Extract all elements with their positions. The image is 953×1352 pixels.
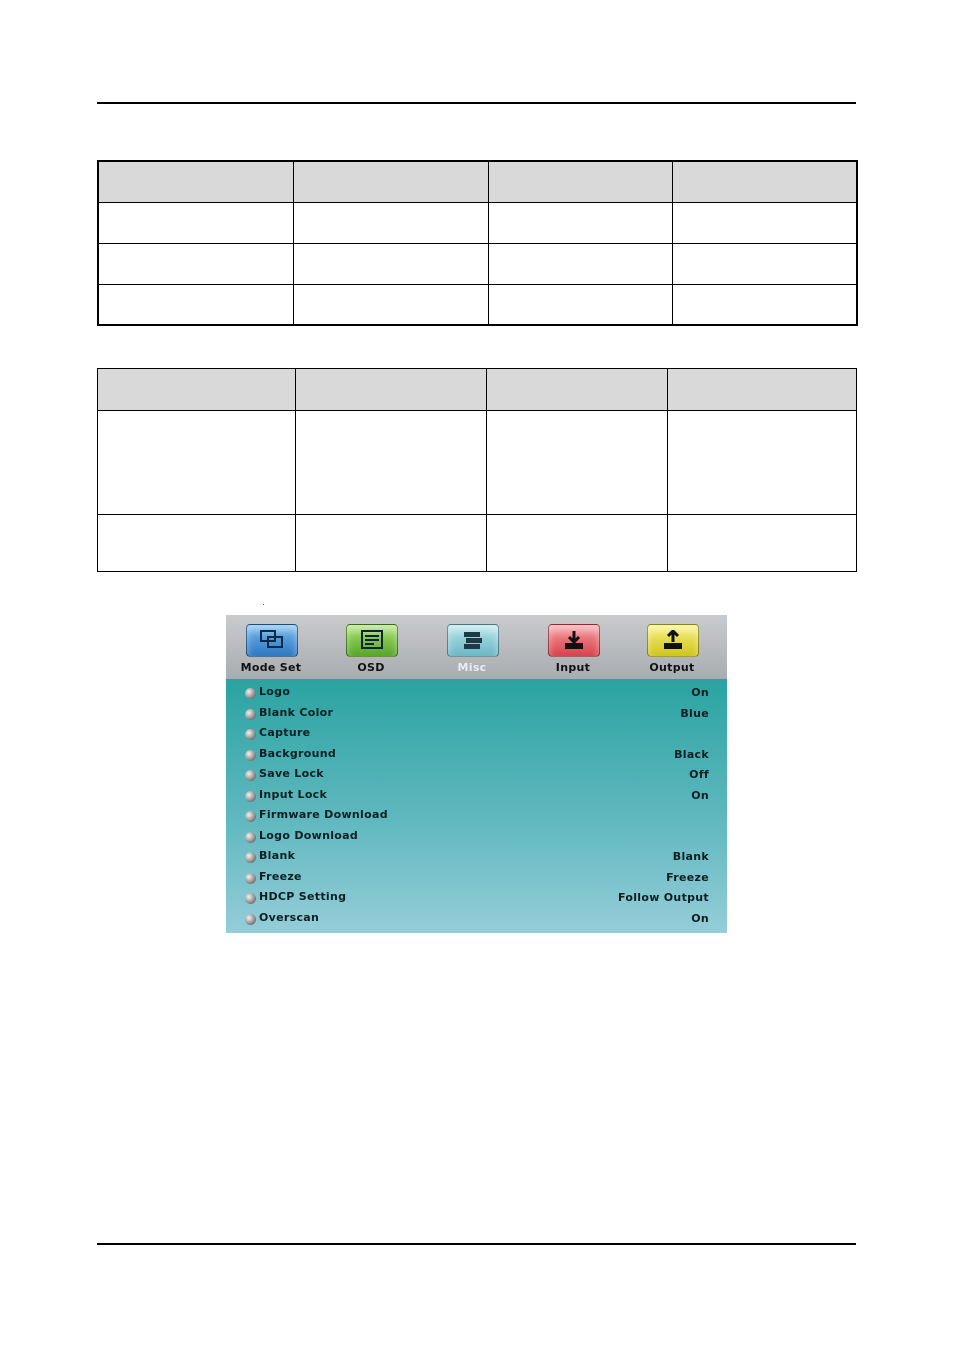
menu-item-overscan[interactable] <box>226 910 727 930</box>
menu-item-value: Freeze <box>666 870 709 884</box>
menu-item-label: Capture <box>259 726 311 739</box>
tab-osd[interactable] <box>326 615 416 679</box>
menu-item-label: HDCP Setting <box>259 890 347 903</box>
menu-item-hdcp-setting[interactable] <box>226 889 727 909</box>
osd-menu <box>226 615 727 933</box>
stray-dot <box>263 604 264 605</box>
bullet-icon <box>245 832 256 843</box>
table-row <box>98 411 857 515</box>
bullet-icon <box>245 688 256 699</box>
menu-item-value: Blank <box>672 850 709 863</box>
input-icon <box>548 624 600 657</box>
table-upper <box>97 160 858 326</box>
menu-item-logo-download[interactable] <box>226 828 727 848</box>
osd-tab-bar <box>226 615 727 679</box>
menu-item-capture[interactable] <box>226 725 727 745</box>
bullet-icon <box>245 791 256 802</box>
menu-item-logo[interactable] <box>226 684 727 704</box>
table-header-row <box>98 369 857 411</box>
menu-item-value: On <box>691 686 709 699</box>
table-row <box>98 284 857 325</box>
bullet-icon <box>245 873 256 884</box>
menu-item-background[interactable] <box>226 746 727 766</box>
menu-item-firmware-download[interactable] <box>226 807 727 827</box>
menu-item-input-lock[interactable] <box>226 787 727 807</box>
bullet-icon <box>245 811 256 822</box>
bullet-icon <box>245 893 256 904</box>
table-row <box>98 202 857 243</box>
table-row <box>98 515 857 572</box>
menu-item-label: Save Lock <box>259 767 324 780</box>
menu-panel <box>226 679 727 933</box>
osd-icon <box>346 624 398 657</box>
bullet-icon <box>245 729 256 740</box>
misc-icon <box>447 624 499 657</box>
table-lower <box>97 368 857 572</box>
menu-item-blank[interactable] <box>226 848 727 868</box>
bullet-icon <box>245 750 256 761</box>
menu-item-value: On <box>691 911 709 925</box>
tab-input[interactable] <box>528 615 618 679</box>
menu-item-save-lock[interactable] <box>226 766 727 786</box>
bullet-icon <box>245 914 256 925</box>
tab-label: OSD <box>357 661 385 674</box>
menu-item-label: Freeze <box>259 869 302 883</box>
tab-mode-set[interactable] <box>226 615 316 679</box>
menu-item-blank-color[interactable] <box>226 705 727 725</box>
output-icon <box>647 624 699 657</box>
menu-item-label: Logo <box>259 685 291 698</box>
bullet-icon <box>245 709 256 720</box>
menu-item-label: Logo Download <box>259 828 359 842</box>
menu-item-label: Overscan <box>259 910 320 924</box>
tab-label: Output <box>649 661 695 674</box>
bullet-icon <box>245 852 256 863</box>
menu-item-value: Follow Output <box>617 891 709 904</box>
header-rule <box>97 102 856 104</box>
table-header-row <box>98 161 857 202</box>
mode-set-icon <box>246 624 298 657</box>
footer-rule <box>97 1243 856 1245</box>
tab-label: Mode Set <box>240 661 302 674</box>
menu-item-value: Black <box>674 747 709 761</box>
tab-misc[interactable] <box>427 615 517 679</box>
menu-item-label: Background <box>259 746 337 760</box>
menu-item-value: On <box>691 788 709 802</box>
menu-item-value: Off <box>689 768 709 781</box>
menu-item-label: Firmware Download <box>259 808 388 821</box>
tab-output[interactable] <box>627 615 717 679</box>
bullet-icon <box>245 770 256 781</box>
menu-item-freeze[interactable] <box>226 869 727 889</box>
menu-item-label: Blank <box>259 849 296 862</box>
table-row <box>98 243 857 284</box>
tab-label: Misc <box>457 661 487 674</box>
menu-item-value: Blue <box>680 706 709 720</box>
menu-item-label: Blank Color <box>259 705 334 719</box>
menu-item-label: Input Lock <box>259 787 328 801</box>
tab-label: Input <box>555 661 591 674</box>
